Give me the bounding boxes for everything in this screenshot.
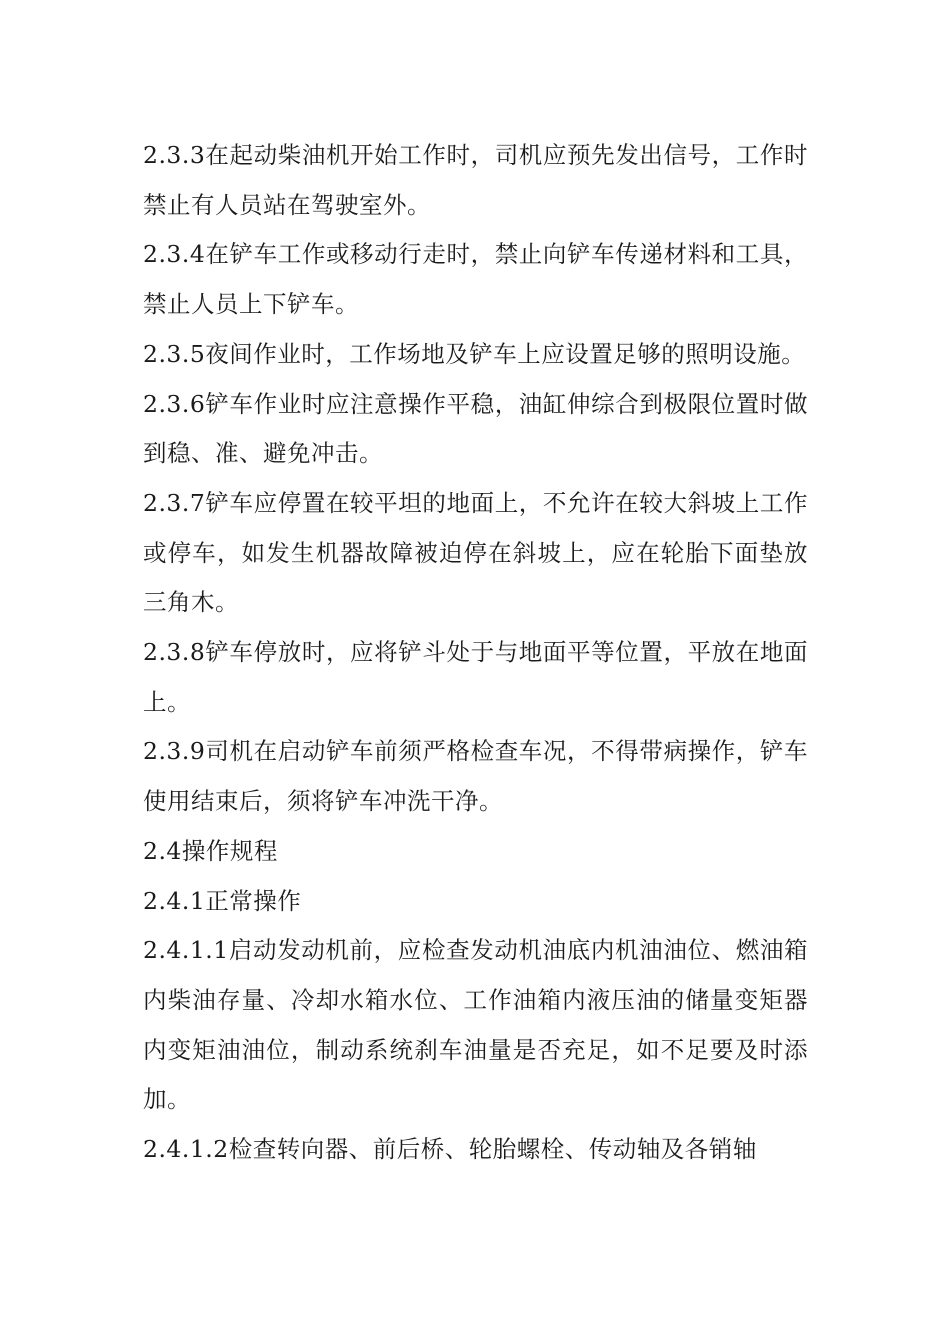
subsection-heading-2-4-1: 2.4.1正常操作 — [143, 886, 302, 915]
paragraph-2-3-4: 2.3.4在铲车工作或移动行走时，禁止向铲车传递材料和工具，禁止人员上下铲车。 — [143, 240, 808, 319]
paragraph-2-4-1-2: 2.4.1.2检查转向器、前后桥、轮胎螺栓、传动轴及各销轴 — [143, 1135, 757, 1164]
paragraph-2-4-1-1: 2.4.1.1启动发动机前，应检查发动机油底内机油油位、燃油箱内柴油存量、冷却水箱水位、工作油箱内液压油的储量变矩器内变矩油油位，制动系统刹车油量是否充足，如不足要及时添加。 — [143, 936, 808, 1114]
document-body — [143, 131, 808, 1175]
section-heading-2-4: 2.4操作规程 — [143, 836, 278, 865]
paragraph-2-3-5: 2.3.5夜间作业时，工作场地及铲车上应设置足够的照明设施。 — [143, 339, 806, 368]
paragraph-2-3-9: 2.3.9司机在启动铲车前须严格检查车况，不得带病操作，铲车使用结束后，须将铲车冲洗干净。 — [143, 737, 808, 816]
paragraph-2-3-6: 2.3.6铲车作业时应注意操作平稳，油缸伸综合到极限位置时做到稳、准、避免冲击。 — [143, 389, 808, 468]
paragraph-2-3-8: 2.3.8铲车停放时，应将铲斗处于与地面平等位置，平放在地面上。 — [143, 638, 808, 716]
paragraph-2-3-3: 2.3.3在起动柴油机开始工作时，司机应预先发出信号，工作时禁止有人员站在驾驶室外。 — [143, 141, 808, 219]
paragraph-2-3-7: 2.3.7铲车应停置在较平坦的地面上，不允许在较大斜坡上工作或停车，如发生机器故障被迫停在斜坡上，应在轮胎下面垫放三角木。 — [143, 488, 808, 617]
